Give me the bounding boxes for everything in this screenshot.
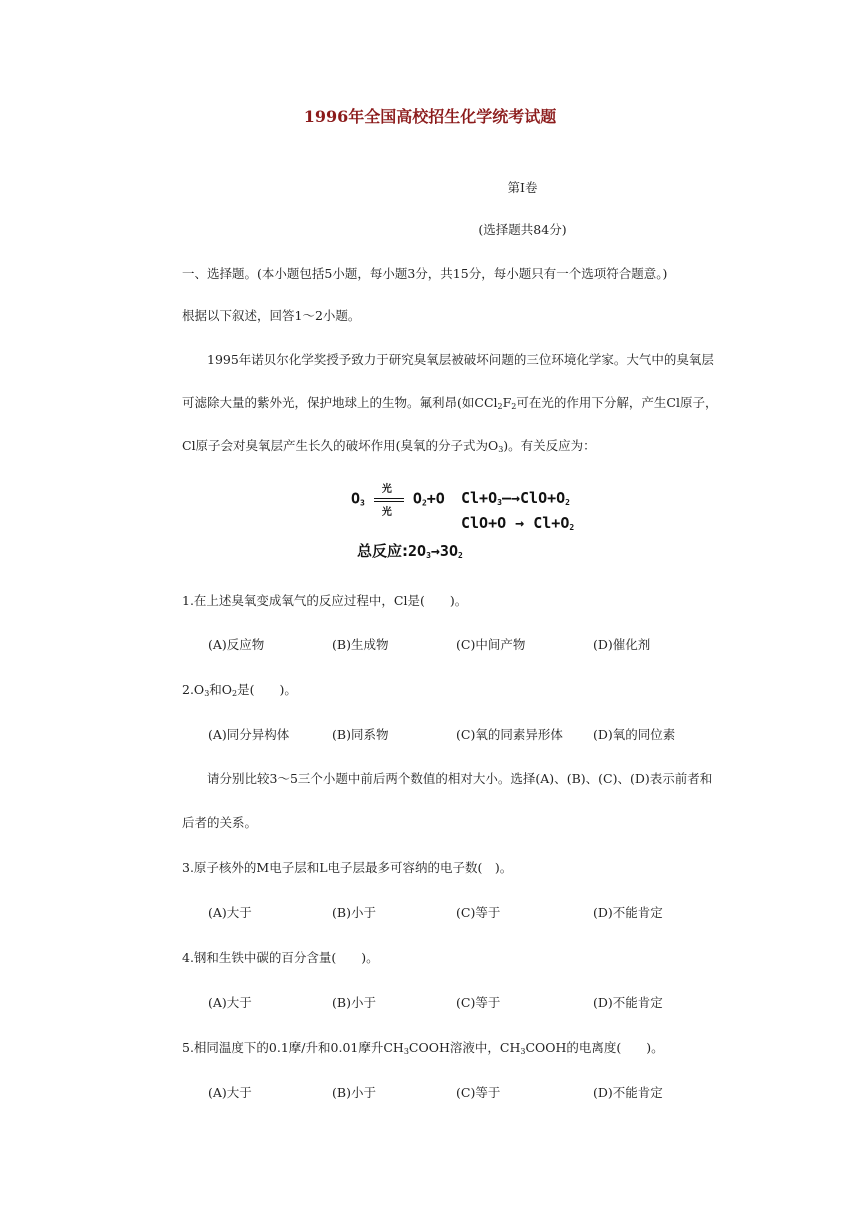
equation-2: $Cl+O_3—\to ClO+O_2$	[461, 489, 570, 507]
q4-option-c: (C)等于	[456, 995, 501, 1010]
q5-option-a: (A)大于	[208, 1085, 252, 1100]
q3-option-d: (D)不能肯定	[593, 905, 663, 920]
document-title: 1996年全国高校招生化学统考试题	[303, 107, 557, 126]
section-heading: 一、选择题。(本小题包括5小题，每小题3分，共15分，每小题只有一个选项符合题意。)	[182, 266, 668, 281]
passage-line-3: Cl原子会对臭氧层产生长久的破坏作用(臭氧的分子式为$O_3$)。有关反应为：	[182, 438, 596, 454]
q1-option-b: (B)生成物	[332, 637, 389, 652]
q5-option-d: (D)不能肯定	[593, 1085, 663, 1100]
q2-option-c: (C)氧的同素异形体	[456, 727, 563, 742]
instruction-line-1: 请分别比较3～5三个小题中前后两个数值的相对大小。选择(A)、(B)、(C)、(D)表示前者和	[207, 771, 713, 786]
equilibrium-arrow-icon: 光 光	[374, 489, 404, 509]
question-5-stem: 5.相同温度下的0.1摩/升和0.01摩升$CH_3COOH$溶液中，$CH_3COOH$的电离度( )。	[182, 1040, 664, 1056]
equation-1: $O_3$ 光 光 $O_2+O$	[351, 484, 445, 518]
intro-text: 根据以下叙述，回答1～2小题。	[182, 308, 361, 323]
q4-option-a: (A)大于	[208, 995, 252, 1010]
q4-option-d: (D)不能肯定	[593, 995, 663, 1010]
q3-option-a: (A)大于	[208, 905, 252, 920]
total-reaction: 总反应$:2O_3\to 3O_2$	[357, 542, 463, 560]
question-4-stem: 4.钢和生铁中碳的百分含量( )。	[182, 950, 379, 965]
q1-option-d: (D)催化剂	[593, 637, 651, 652]
question-3-stem: 3.原子核外的M电子层和L电子层最多可容纳的电子数( )。	[182, 860, 513, 875]
passage-line-2: 可滤除大量的紫外光，保护地球上的生物。氟利昂(如$CCl_2F_2$可在光的作用下分解，产生Cl原子，	[182, 395, 718, 411]
q1-option-a: (A)反应物	[208, 637, 265, 652]
q5-option-c: (C)等于	[456, 1085, 501, 1100]
q4-option-b: (B)小于	[332, 995, 376, 1010]
q2-option-a: (A)同分异构体	[208, 727, 290, 742]
question-2-stem: $2.O_3$和$O_2$是( )。	[182, 682, 297, 698]
part-note: (选择题共84分)	[478, 222, 567, 237]
q5-option-b: (B)小于	[332, 1085, 376, 1100]
part-heading: 第Ⅰ卷	[507, 180, 538, 195]
q2-option-d: (D)氧的同位素	[593, 727, 676, 742]
q2-option-b: (B)同系物	[332, 727, 389, 742]
equation-3: $ClO+O \to Cl+O_2$	[461, 514, 575, 532]
q3-option-b: (B)小于	[332, 905, 376, 920]
q3-option-c: (C)等于	[456, 905, 501, 920]
q1-option-c: (C)中间产物	[456, 637, 526, 652]
instruction-line-2: 后者的关系。	[182, 815, 258, 830]
question-1-stem: 1.在上述臭氧变成氧气的反应过程中，Cl是( )。	[182, 593, 468, 608]
passage-line-1: 1995年诺贝尔化学奖授予致力于研究臭氧层被破坏问题的三位环境化学家。大气中的臭氧层	[207, 352, 714, 367]
